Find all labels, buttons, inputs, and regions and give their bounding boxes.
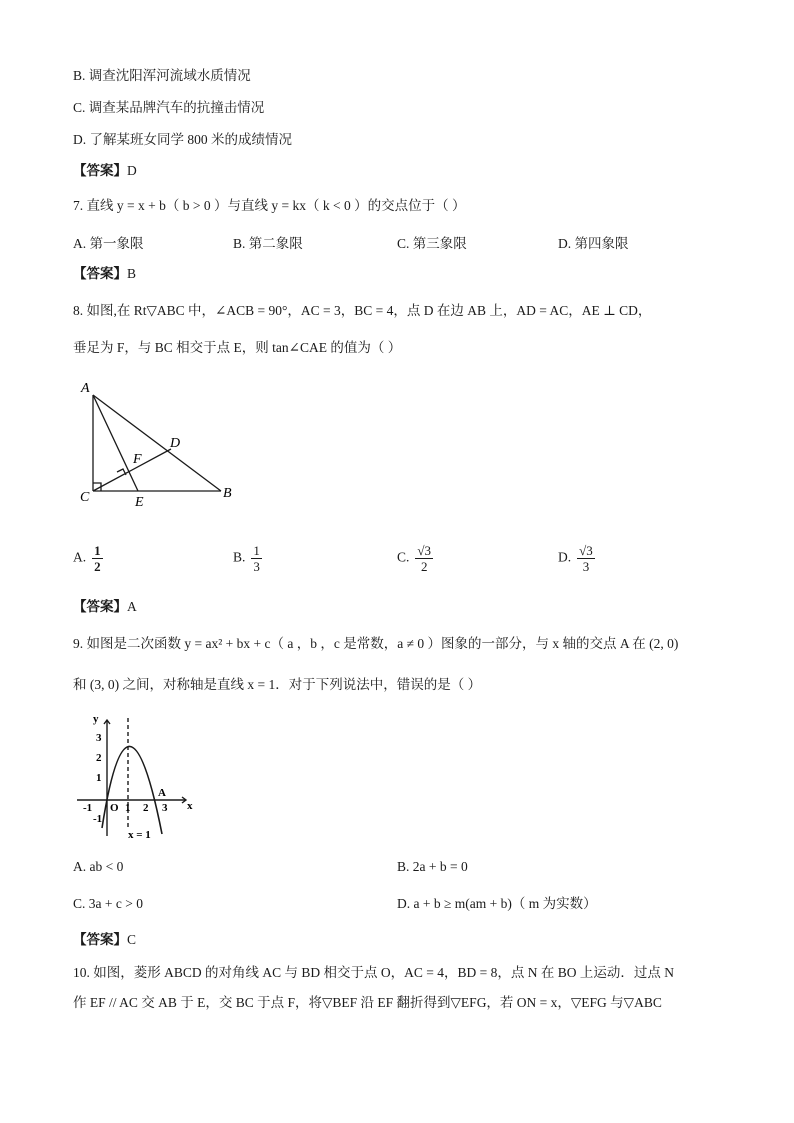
answer-tag: 【答案】 xyxy=(73,266,127,281)
origin-label: O xyxy=(110,802,119,814)
side-ab xyxy=(93,395,221,491)
fraction xyxy=(251,543,262,574)
option-label: A. xyxy=(73,549,87,565)
q8-answer xyxy=(73,598,137,616)
q6-option-b: B. 调查沈阳浑河流域水质情况 xyxy=(73,68,251,83)
numerator: √3 xyxy=(417,543,432,558)
q10-stem-line1: 10. 如图，菱形 ABCD 的对角线 AC 与 BD 相交于点 O，AC = 4，BD = 8，点 N 在 BO 上运动．过点 N xyxy=(73,965,674,980)
label-a: A xyxy=(81,381,90,396)
denominator: 3 xyxy=(582,559,590,574)
q9-stem-line1: 9. 如图是二次函数 y = ax² + bx + c（ a ，b ，c 是常数，a ≠ 0 ）图象的一部分，与 x 轴的交点 A 在 (2, 0) xyxy=(73,636,679,651)
y-axis-label: y xyxy=(93,713,99,725)
answer-value: B xyxy=(127,266,137,281)
symmetry-axis-label: x = 1 xyxy=(128,829,151,841)
q8-option-c xyxy=(397,543,433,574)
q7-option-a: A. 第一象限 xyxy=(73,236,144,251)
option-label: B. xyxy=(233,549,246,565)
fraction xyxy=(92,543,103,574)
q8-option-a xyxy=(73,543,103,574)
answer-value: D xyxy=(127,163,137,178)
q9-option-a: A. ab < 0 xyxy=(73,859,124,874)
fraction xyxy=(577,543,595,574)
answer-tag: 【答案】 xyxy=(73,163,127,178)
parabola-curve xyxy=(102,746,162,834)
q9-option-b: B. 2a + b = 0 xyxy=(397,859,468,874)
q8-option-d xyxy=(558,543,595,574)
q8-stem-line2: 垂足为 F，与 BC 相交于点 E，则 tan∠CAE 的值为（ ） xyxy=(73,340,402,355)
q9-stem-line2: 和 (3, 0) 之间，对称轴是直线 x = 1．对于下列说法中，错误的是（ ） xyxy=(73,677,482,692)
q7-answer xyxy=(73,265,136,283)
answer-value: C xyxy=(127,932,137,947)
q7-stem: 7. 直线 y = x + b（ b > 0 ）与直线 y = kx（ k < 0 ）的交点位于（ ） xyxy=(73,198,466,213)
label-c: C xyxy=(80,490,90,505)
label-f: F xyxy=(133,452,142,467)
segment-cd xyxy=(93,449,171,491)
option-label: C. xyxy=(397,549,410,565)
numerator: 1 xyxy=(94,543,101,558)
q7-option-d: D. 第四象限 xyxy=(558,236,629,251)
label-e: E xyxy=(135,495,144,510)
y-tick-1: 1 xyxy=(96,772,102,784)
numerator: √3 xyxy=(579,543,593,558)
q8-triangle-figure xyxy=(75,375,240,510)
q6-option-c: C. 调查某品牌汽车的抗撞击情况 xyxy=(73,100,265,115)
label-d: D xyxy=(170,436,181,451)
q6-option-d: D. 了解某班女同学 800 米的成绩情况 xyxy=(73,132,292,147)
label-b: B xyxy=(223,486,232,501)
q9-option-d: D. a + b ≥ m(am + b)（ m 为实数） xyxy=(397,896,597,911)
x-tick-neg1: -1 xyxy=(83,802,93,814)
x-tick-2: 2 xyxy=(143,802,149,814)
fraction xyxy=(415,543,433,574)
denominator: 2 xyxy=(94,559,101,574)
q8-stem-line1: 8. 如图,在 Rt▽ABC 中，∠ACB = 90°，AC = 3，BC = 4，点 D 在边 AB 上，AD = AC，AE ⊥ CD， xyxy=(73,303,652,318)
point-a-label: A xyxy=(158,787,166,799)
numerator: 1 xyxy=(253,543,260,558)
answer-value: A xyxy=(127,599,137,614)
q6-answer xyxy=(73,162,137,180)
q7-option-c: C. 第三象限 xyxy=(397,236,467,251)
y-tick-neg1: -1 xyxy=(93,813,103,825)
q10-stem-line2: 作 EF // AC 交 AB 于 E，交 BC 于点 F，将▽BEF 沿 EF 翻折得到▽EFG，若 ON = x，▽EFG 与▽ABC xyxy=(73,995,662,1010)
q9-answer xyxy=(73,931,136,949)
denominator: 3 xyxy=(253,559,260,574)
q8-option-b xyxy=(233,543,262,574)
q7-option-b: B. 第二象限 xyxy=(233,236,303,251)
denominator: 2 xyxy=(420,559,428,574)
answer-tag: 【答案】 xyxy=(73,932,127,947)
y-tick-3: 3 xyxy=(96,732,102,744)
x-tick-3: 3 xyxy=(162,802,168,814)
option-label: D. xyxy=(558,549,572,565)
segment-ae xyxy=(93,395,138,491)
x-axis-label: x xyxy=(187,800,193,812)
y-tick-2: 2 xyxy=(96,752,102,764)
x-tick-1: 1 xyxy=(125,802,131,814)
answer-tag: 【答案】 xyxy=(73,599,127,614)
q9-parabola-graph xyxy=(74,712,199,842)
q9-option-c: C. 3a + c > 0 xyxy=(73,896,143,911)
